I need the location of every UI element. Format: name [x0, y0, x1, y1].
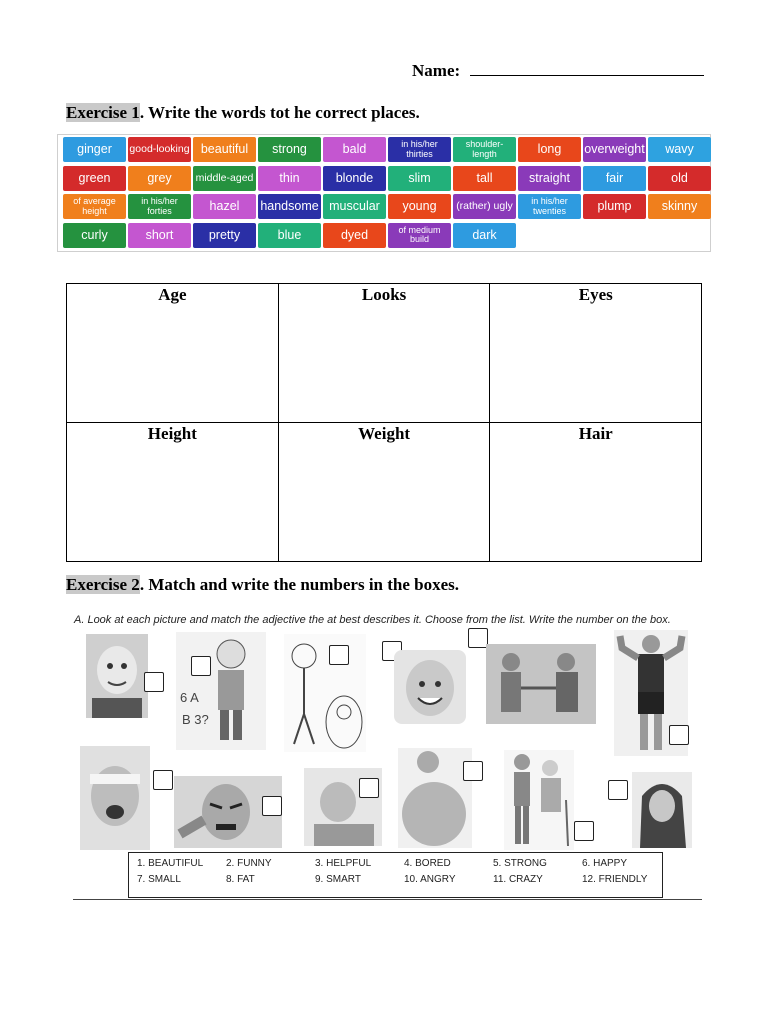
- adjective-11: 11. CRAZY: [493, 874, 543, 885]
- category-height[interactable]: Height: [67, 423, 279, 562]
- word-tile[interactable]: slim: [388, 166, 451, 191]
- adjective-list: [128, 852, 663, 898]
- picture-small-big-figures: [284, 634, 366, 752]
- word-tile[interactable]: short: [128, 223, 191, 248]
- exercise-1-title: [66, 103, 420, 123]
- word-tile[interactable]: old: [648, 166, 711, 191]
- answer-box-6[interactable]: [669, 725, 689, 745]
- happy-boy-image: [394, 650, 466, 724]
- exercise-1-text: . Write the words tot he correct places.: [139, 103, 420, 122]
- word-tile[interactable]: curly: [63, 223, 126, 248]
- exercise-1-label: Exercise 1: [66, 103, 140, 122]
- word-tile[interactable]: ginger: [63, 137, 126, 162]
- category-table: [66, 283, 702, 562]
- helpful-girl-image: [504, 750, 574, 850]
- matching-panel: [66, 612, 702, 902]
- word-tile[interactable]: in his/her twenties: [518, 194, 581, 219]
- picture-funny-man: [86, 634, 148, 718]
- child-letters-image: [176, 632, 266, 750]
- word-tile[interactable]: young: [388, 194, 451, 219]
- word-tile[interactable]: beautiful: [193, 137, 256, 162]
- crazy-man-image: [80, 746, 150, 850]
- word-tile[interactable]: hazel: [193, 194, 256, 219]
- picture-fat-man: [398, 748, 472, 848]
- word-tile[interactable]: bald: [323, 137, 386, 162]
- word-tile[interactable]: (rather) ugly: [453, 194, 516, 219]
- name-answer-line[interactable]: [470, 61, 704, 76]
- adjective-9: 9. SMART: [315, 874, 361, 885]
- adjective-8: 8. FAT: [226, 874, 255, 885]
- word-tile[interactable]: pretty: [193, 223, 256, 248]
- word-tile[interactable]: dark: [453, 223, 516, 248]
- word-tile[interactable]: handsome: [258, 194, 321, 219]
- word-tile[interactable]: of medium build: [388, 223, 451, 248]
- word-tile[interactable]: overweight: [583, 137, 646, 162]
- category-weight[interactable]: Weight: [278, 423, 490, 562]
- answer-box-2[interactable]: [191, 656, 211, 676]
- answer-box-10[interactable]: [463, 761, 483, 781]
- picture-beautiful-woman: [632, 772, 692, 848]
- adjective-7: 7. SMALL: [137, 874, 181, 885]
- instruction-text: A. Look at each picture and match the adjective the at best describes it. Choose from the list. Write the number on the box.: [74, 614, 671, 626]
- picture-handshake: [486, 644, 596, 724]
- adjective-1: 1. BEAUTIFUL: [137, 858, 204, 869]
- word-tile[interactable]: of average height: [63, 194, 126, 219]
- beautiful-woman-image: [632, 772, 692, 848]
- answer-box-12[interactable]: [608, 780, 628, 800]
- exercise-2-label: Exercise 2: [66, 575, 140, 594]
- name-field: [412, 61, 704, 81]
- adjective-6: 6. HAPPY: [582, 858, 628, 869]
- picture-helpful-girl: [504, 750, 574, 850]
- word-tile[interactable]: long: [518, 137, 581, 162]
- word-tile[interactable]: straight: [518, 166, 581, 191]
- exercise-2-text: . Match and write the numbers in the boxes.: [139, 575, 460, 594]
- category-age[interactable]: Age: [67, 284, 279, 423]
- adjective-2: 2. FUNNY: [226, 858, 272, 869]
- adjective-5: 5. STRONG: [493, 858, 547, 869]
- word-tile[interactable]: dyed: [323, 223, 386, 248]
- answer-box-11[interactable]: [574, 821, 594, 841]
- handshake-image: [486, 644, 596, 724]
- picture-happy-boy: [394, 650, 466, 724]
- word-bank: [57, 134, 711, 252]
- adjective-12: 12. FRIENDLY: [582, 874, 648, 885]
- adjective-4: 4. BORED: [404, 858, 451, 869]
- name-label: Name:: [412, 61, 461, 80]
- adjective-3: 3. HELPFUL: [315, 858, 372, 869]
- svg-text:6 A: 6 A: [180, 690, 199, 705]
- word-tile[interactable]: wavy: [648, 137, 711, 162]
- adjective-10: 10. ANGRY: [404, 874, 456, 885]
- word-tile[interactable]: green: [63, 166, 126, 191]
- answer-box-3[interactable]: [329, 645, 349, 665]
- word-tile[interactable]: in his/her thirties: [388, 137, 451, 162]
- word-tile[interactable]: tall: [453, 166, 516, 191]
- bottom-divider: [73, 899, 702, 900]
- word-tile[interactable]: fair: [583, 166, 646, 191]
- svg-text:B 3?: B 3?: [182, 712, 209, 727]
- word-tile[interactable]: blue: [258, 223, 321, 248]
- word-tile[interactable]: good-looking: [128, 137, 191, 162]
- answer-box-8[interactable]: [262, 796, 282, 816]
- word-tile[interactable]: in his/her forties: [128, 194, 191, 219]
- word-tile[interactable]: thin: [258, 166, 321, 191]
- answer-box-9[interactable]: [359, 778, 379, 798]
- word-tile[interactable]: skinny: [648, 194, 711, 219]
- answer-box-5[interactable]: [468, 628, 488, 648]
- word-tile[interactable]: blonde: [323, 166, 386, 191]
- word-tile[interactable]: strong: [258, 137, 321, 162]
- word-tile[interactable]: grey: [128, 166, 191, 191]
- exercise-2-title: [66, 575, 459, 595]
- category-hair[interactable]: Hair: [490, 423, 702, 562]
- answer-box-1[interactable]: [144, 672, 164, 692]
- answer-box-7[interactable]: [153, 770, 173, 790]
- category-looks[interactable]: Looks: [278, 284, 490, 423]
- small-big-figures-image: [284, 634, 366, 752]
- funny-man-image: [86, 634, 148, 718]
- category-eyes[interactable]: Eyes: [490, 284, 702, 423]
- word-tile[interactable]: shoulder-length: [453, 137, 516, 162]
- picture-crazy-man: [80, 746, 150, 850]
- word-tile[interactable]: middle-aged: [193, 166, 256, 191]
- word-tile[interactable]: plump: [583, 194, 646, 219]
- word-tile[interactable]: muscular: [323, 194, 386, 219]
- picture-child-letters: [176, 632, 266, 750]
- fat-man-image: [398, 748, 472, 848]
